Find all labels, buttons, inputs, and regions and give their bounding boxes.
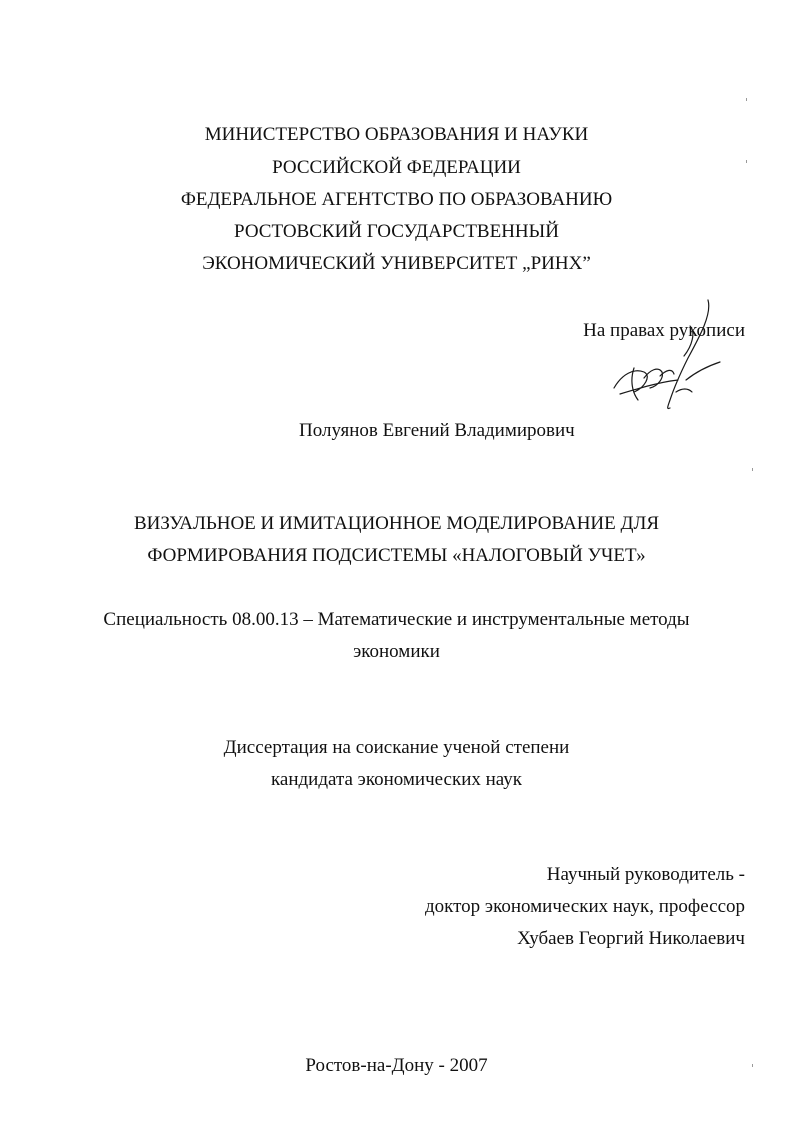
specialty-line-2: экономики <box>353 641 440 662</box>
supervisor-title: Научный руководитель - <box>546 864 745 885</box>
manuscript-note: На правах рукописи <box>583 320 745 341</box>
specialty-line-1: Специальность 08.00.13 – Математические и инструментальные методы <box>103 609 690 630</box>
agency-line: ФЕДЕРАЛЬНОЕ АГЕНТСТВО ПО ОБРАЗОВАНИЮ <box>180 189 613 210</box>
federation-line: РОССИЙСКОЙ ФЕДЕРАЦИИ <box>272 157 521 178</box>
scan-mark <box>746 160 747 163</box>
supervisor-degree: доктор экономических наук, профессор <box>424 896 745 917</box>
scan-mark <box>746 98 747 101</box>
ministry-line: МИНИСТЕРСТВО ОБРАЗОВАНИЯ И НАУКИ <box>204 124 589 145</box>
scan-mark <box>752 468 753 471</box>
title-line-1: ВИЗУАЛЬНОЕ И ИМИТАЦИОННОЕ МОДЕЛИРОВАНИЕ ДЛЯ <box>133 513 660 534</box>
title-line-2: ФОРМИРОВАНИЯ ПОДСИСТЕМЫ «НАЛОГОВЫЙ УЧЕТ» <box>147 545 646 566</box>
degree-line-2: кандидата экономических наук <box>270 769 523 790</box>
university-line-1: РОСТОВСКИЙ ГОСУДАРСТВЕННЫЙ <box>234 221 559 242</box>
university-line-2: ЭКОНОМИЧЕСКИЙ УНИВЕРСИТЕТ „РИНХ” <box>202 253 591 274</box>
supervisor-name: Хубаев Георгий Николаевич <box>517 928 745 949</box>
scan-mark <box>752 1064 753 1067</box>
place-year: Ростов-на-Дону - 2007 <box>305 1055 488 1076</box>
degree-line-1: Диссертация на соискание ученой степени <box>223 737 570 758</box>
author-name: Полуянов Евгений Владимирович <box>299 420 575 441</box>
signature-icon <box>600 296 740 416</box>
